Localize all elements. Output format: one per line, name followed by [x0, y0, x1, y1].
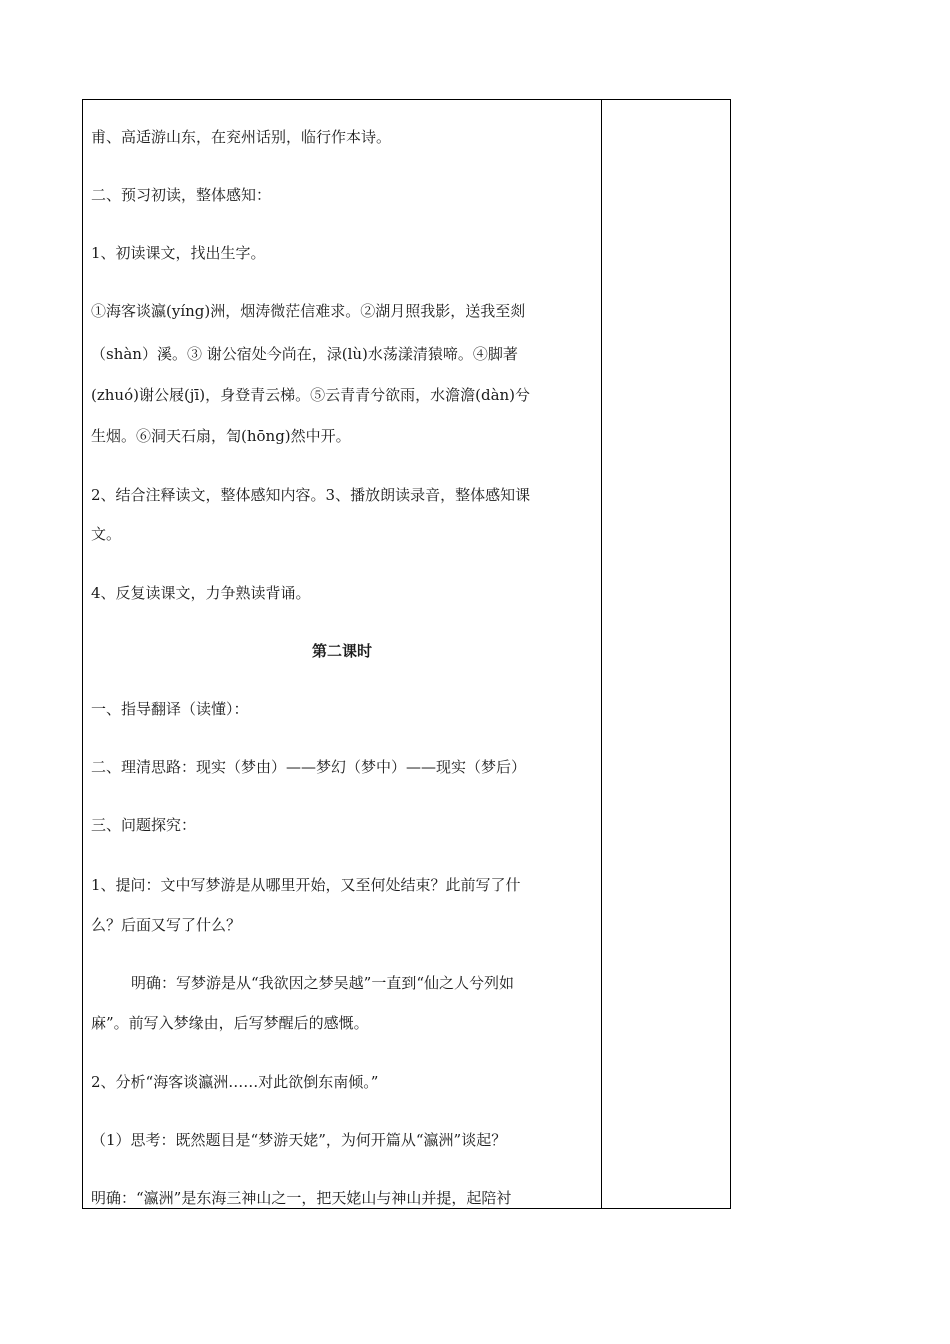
text-line: (zhuó)谢公屐(jī)，身登青云梯。⑤云青青兮欲雨，水澹澹(dàn)兮	[91, 386, 531, 404]
text-line: 甫、高适游山东，在兖州话别，临行作本诗。	[91, 128, 392, 146]
text-line: ①海客谈瀛(yíng)洲，烟涛微茫信难求。②湖月照我影，送我至剡	[91, 302, 526, 320]
text-line: 麻”。前写入梦缘由，后写梦醒后的感慨。	[91, 1014, 369, 1032]
section-heading: 二、理清思路：现实（梦由）——梦幻（梦中）——现实（梦后）	[91, 758, 527, 776]
text-line: 2、结合注释读文，整体感知内容。3、播放朗读录音，整体感知课	[91, 486, 531, 504]
text-line: 2、分析“海客谈瀛洲……对此欲倒东南倾。”	[91, 1073, 379, 1091]
text-line: 么？后面又写了什么？	[91, 916, 242, 934]
text-line: （shàn）溪。③ 谢公宿处今尚在，渌(lù)水荡漾清猿啼。④脚著	[91, 345, 518, 363]
text-line: 1、提问：文中写梦游是从哪里开始，又至何处结束？此前写了什	[91, 876, 521, 894]
notes-cell	[602, 100, 730, 1208]
text-line: 生烟。⑥洞天石扇，訇(hōng)然中开。	[91, 427, 351, 445]
text-line: 1、初读课文，找出生字。	[91, 244, 266, 262]
section-heading: 一、指导翻译（读懂）：	[91, 700, 249, 718]
text-line: 4、反复读课文，力争熟读背诵。	[91, 584, 311, 602]
text-line: （1）思考：既然题目是“梦游天姥”，为何开篇从“瀛洲”谈起？	[91, 1131, 507, 1149]
text-line: 文。	[91, 525, 122, 543]
lesson-table	[82, 99, 731, 1209]
text-line: 明确：写梦游是从“我欲因之梦吴越”一直到“仙之人兮列如	[131, 974, 515, 992]
text-line: 明确：“瀛洲”是东海三神山之一，把天姥山与神山并提，起陪衬	[91, 1189, 512, 1207]
lesson-heading: 第二课时	[311, 642, 372, 660]
section-heading: 二、预习初读，整体感知：	[91, 186, 272, 204]
lesson-content-cell	[83, 100, 601, 1208]
section-heading: 三、问题探究：	[91, 816, 197, 834]
